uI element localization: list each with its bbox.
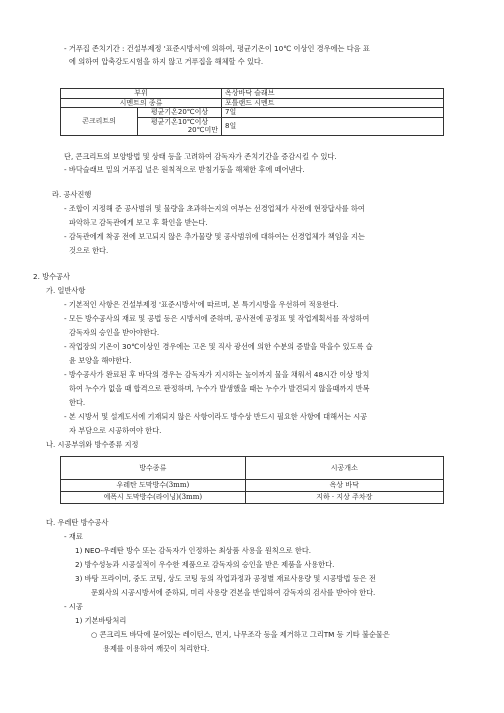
table-cell: 우레탄 도막방수(3mm) — [61, 480, 246, 492]
text-line: 감독자의 승인을 받아야한다. — [69, 328, 160, 337]
text-line: 윤 보양을 해야한다. — [69, 356, 132, 365]
text-line: 하여 누수가 없을 때 합격으로 판정하며, 누수가 발생했을 때는 누수가 발견되지 않을때까지 반복 — [69, 384, 370, 393]
section-heading: 가. 일반사항 — [46, 286, 86, 295]
text-line: - 작업장의 기온이 30℃이상인 경우에는 고온 및 직사 광선에 의한 수분의 증발을 막을수 있도록 습 — [64, 342, 373, 351]
text-line: - 감독관에게 착공 전에 보고되지 않은 추가물량 및 공사범위에 대하여는 선경업체가 책임을 지는 — [64, 232, 365, 241]
table-cell: 시멘트의 종류 — [61, 98, 222, 108]
table-header: 옥상바닥 슬래브 — [222, 89, 444, 99]
waterproofing-table — [60, 456, 444, 504]
text-line: 3) 바탕 프라이머, 중도 코팅, 상도 코팅 등의 작업과정과 공정별 재료사용량 및 시공방법 등은 전 — [75, 574, 376, 583]
text-line: - 조합이 지정해 준 공사범위 및 물량을 초과하는지의 여부는 선경업체가 사전에 현장답사를 하여 — [64, 204, 365, 213]
text-line: - 기본적인 사항은 건설부제정 '표준시방서'에 따르며, 본 특기시방을 우선하여 적용한다. — [64, 300, 339, 309]
table-cell: 에폭시 도막방수(라이닝)(3mm) — [61, 492, 246, 504]
text-line: 한다. — [69, 398, 86, 407]
table-cell: 포틀랜드 시멘트 — [222, 98, 444, 108]
text-line: 파악하고 감독관에게 보고 후 확인을 받는다. — [69, 218, 208, 227]
text-line: 2) 방수성능과 시공실적이 우수한 제품으로 감독자의 승인을 받은 제품을 사용한다. — [75, 560, 335, 569]
table-cell: 콘크리트의 — [61, 108, 138, 136]
text-line: - 방수공사가 완료된 후 바닥의 경우는 감독자가 지시하는 높이까지 물을 채워서 48시간 이상 방치 — [64, 370, 370, 379]
table-header: 시공개소 — [245, 457, 443, 480]
formwork-period-table — [60, 88, 444, 136]
text-line: ○ 콘크리트 바닥에 묻어있는 레이턴스, 먼지, 나무조각 등을 제거하고 그리TM 등 기타 불순물은 — [91, 630, 390, 639]
text-line: 단, 콘크리트의 보양방법 및 상태 등을 고려하여 감독자가 존치기간을 증감시킬 수 있다. — [64, 152, 337, 161]
text-line: 용제를 이용하여 깨끗이 처리한다. — [103, 644, 210, 653]
table-cell: 7일 — [222, 108, 444, 118]
table-cell: 평균기온10℃이상 — [138, 117, 222, 126]
section-heading: 라. 공사진행 — [52, 190, 92, 199]
text-line: - 바닥슬래브 밑의 거푸집 널은 원칙적으로 받침기둥을 해체한 후에 떼어낸다. — [64, 165, 305, 174]
section-heading: 2. 방수공사 — [33, 272, 70, 281]
text-line: 것으로 한다. — [69, 246, 109, 255]
table-header: 부위 — [61, 89, 222, 99]
table-cell: 8일 — [222, 117, 444, 135]
text-line: 1) NEO-우레탄 방수 또는 감독자가 인정하는 최상품 사용을 원칙으로 한다. — [75, 546, 312, 555]
text-line: - 재료 — [64, 532, 83, 541]
text-line: - 모든 방수공사의 재료 및 공법 등은 시방서에 준하며, 공사전에 공정표 및 작업계획서를 작성하여 — [64, 314, 370, 323]
table-cell: 지하 · 지상 주차장 — [245, 492, 443, 504]
text-line: - 시공 — [64, 602, 83, 611]
text-line: 에 의하여 압축강도시험을 하지 않고 거푸집을 해체할 수 있다. — [69, 57, 264, 66]
table-cell: 평균기온20℃이상 — [138, 108, 222, 118]
section-heading: 나. 시공부위와 방수종류 지정 — [46, 440, 139, 449]
text-line: 자 부담으로 시공하여야 한다. — [69, 426, 162, 435]
text-line: - 본 시방서 및 설계도서에 기재되지 않은 사항이라도 방수상 반드시 필요한 사항에 대해서는 시공 — [64, 412, 368, 421]
text-line: 1) 기본바탕처리 — [75, 616, 127, 625]
section-heading: 다. 우레탄 방수공사 — [46, 518, 109, 527]
table-header: 방수종류 — [61, 457, 246, 480]
text-line: - 거푸집 존치기간 : 건설부제정 '표준시방서'에 의하여, 평균기온이 10℃ 이상인 경우에는 다음 표 — [64, 44, 370, 53]
text-line: 문회사의 시공시방서에 준하되, 미리 사용량 견본을 반입하여 감독자의 검사를 받아야 한다. — [91, 588, 376, 597]
table-cell: 20℃미만 — [138, 126, 222, 135]
table-cell: 옥상 바닥 — [245, 480, 443, 492]
